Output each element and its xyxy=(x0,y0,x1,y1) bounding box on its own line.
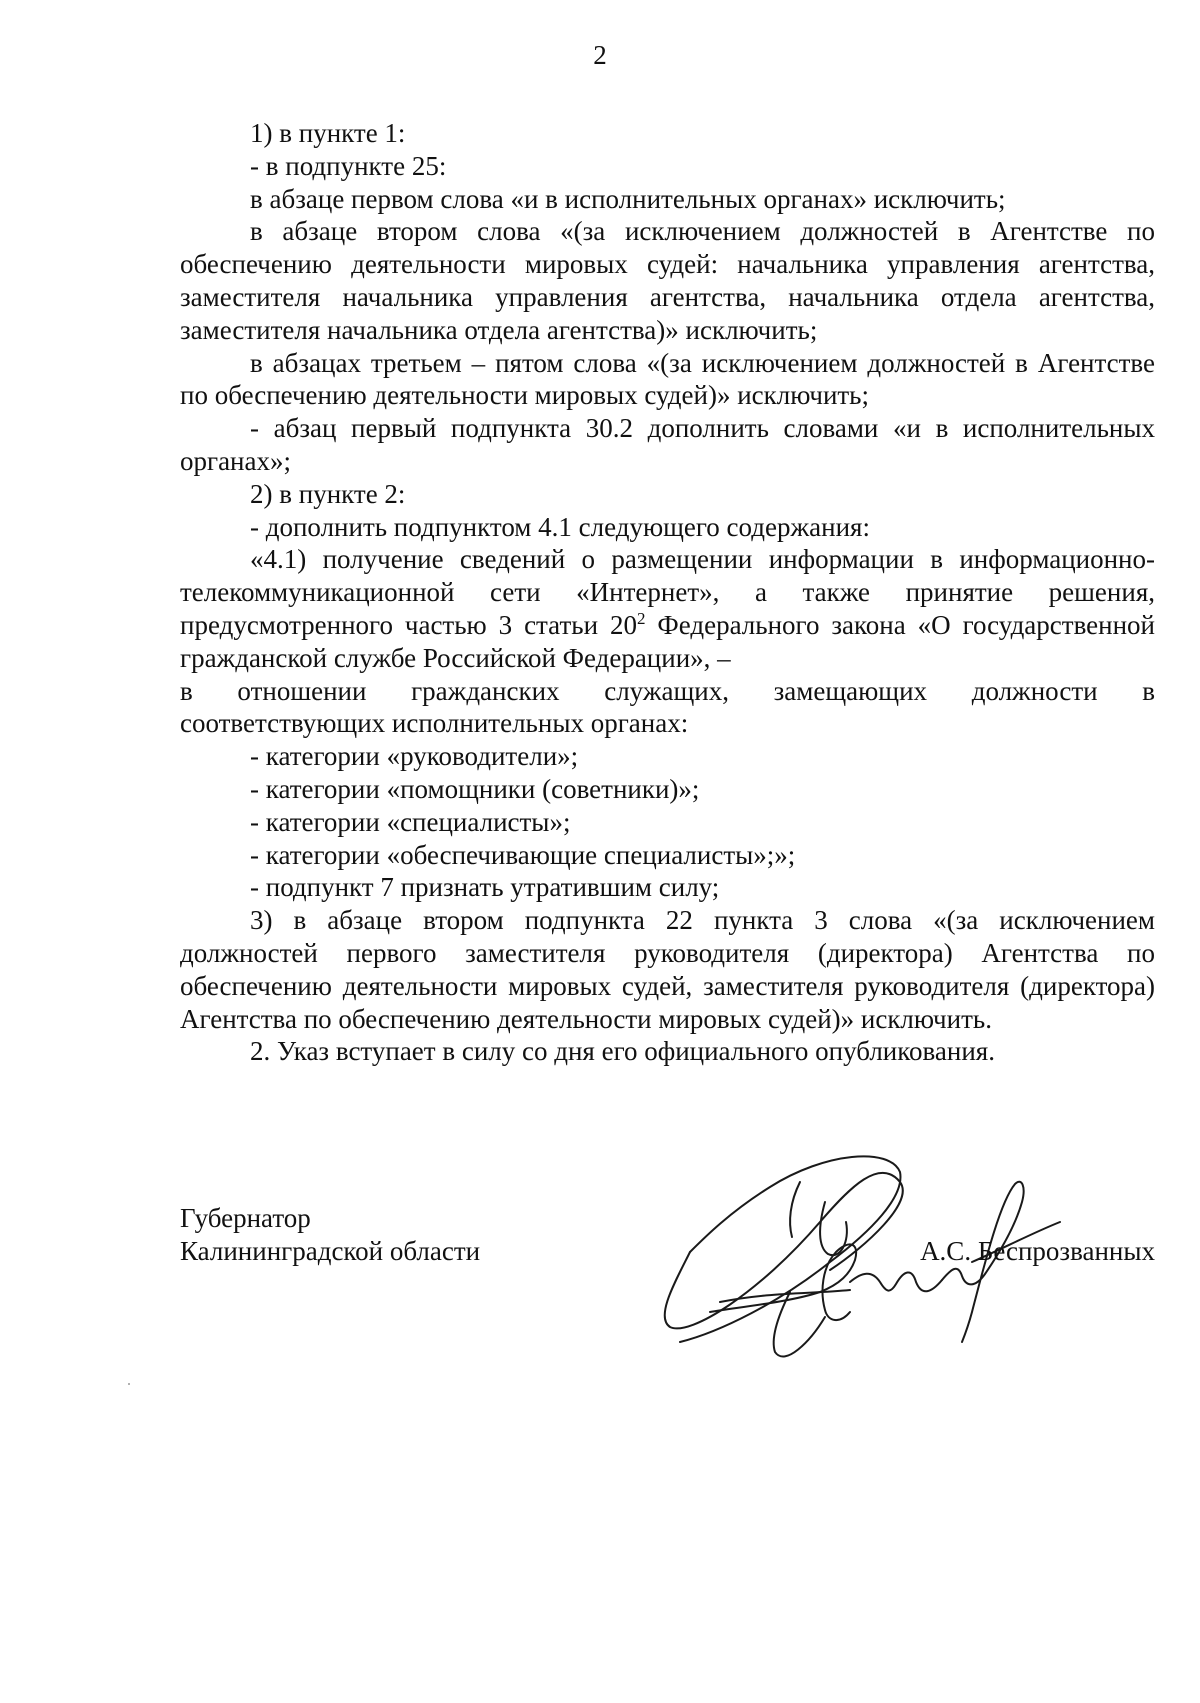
paragraph: - дополнить подпунктом 4.1 следующего содержания: xyxy=(250,511,870,542)
paragraph: 3) в абзаце втором подпункта 22 пункта 3 слова «(за исключением должностей первого заместителя руководителя (директора) Агентства по обеспечению деятельности мировых судей, заместителя руководителя (директора) Агентства по обеспечению деятельности мировых судей)» исключить. xyxy=(180,905,1155,1034)
paragraph: в абзаце первом слова «и в исполнительных органах» исключить; xyxy=(250,183,1006,214)
paragraph-line: в отношении гражданских служащих, замещающих должности в xyxy=(180,675,1155,706)
signer-position xyxy=(180,1202,480,1268)
list-item: - категории «руководители»; xyxy=(250,741,579,772)
paragraph-text: Федерального закона «О государственной гражданской службе Российской Федерации», – xyxy=(180,609,1155,673)
signature-block xyxy=(180,1202,1155,1362)
document-body xyxy=(180,117,1155,1068)
superscript: 2 xyxy=(636,608,646,628)
signer-name: А.С. Беспрозванных xyxy=(920,1235,1155,1266)
page-number: 2 xyxy=(593,40,607,70)
paragraph-text: «4.1) получение сведений о размещении информации в информационно-телекоммуникационной сети «Интернет», а также принятие решения, предусмотренного частью 3 статьи 20 xyxy=(180,544,1155,640)
position-line: Калининградской области xyxy=(180,1235,481,1266)
position-line: Губернатор xyxy=(180,1203,311,1233)
list-item: - категории «помощники (советники)»; xyxy=(250,773,700,804)
paragraph: в абзацах третьем – пятом слова «(за исключением должностей в Агентстве по обеспечению деятельности мировых судей)» исключить; xyxy=(180,347,1155,411)
paragraph: в абзаце втором слова «(за исключением должностей в Агентстве по обеспечению деятельности мировых судей: начальника управления агентства, заместителя начальника управления агентства, начальника отдела агентства, заместителя начальника отдела агентства)» исключить; xyxy=(180,216,1155,345)
paragraph: - абзац первый подпункта 30.2 дополнить словами «и в исполнительных органах»; xyxy=(180,413,1155,476)
paragraph: 1) в пункте 1: xyxy=(250,118,406,148)
paragraph: 2. Указ вступает в силу со дня его официального опубликования. xyxy=(250,1036,995,1067)
paragraph: - в подпункте 25: xyxy=(250,150,447,181)
paragraph-with-superscript xyxy=(180,543,1155,674)
list-item: - подпункт 7 признать утратившим силу; xyxy=(250,872,720,903)
list-item: - категории «специалисты»; xyxy=(250,806,571,837)
paragraph-line: соответствующих исполнительных органах: xyxy=(180,708,689,739)
scan-artifact xyxy=(128,1383,130,1385)
paragraph: 2) в пункте 2: xyxy=(250,478,406,509)
list-item: - категории «обеспечивающие специалисты»;»; xyxy=(250,839,796,870)
